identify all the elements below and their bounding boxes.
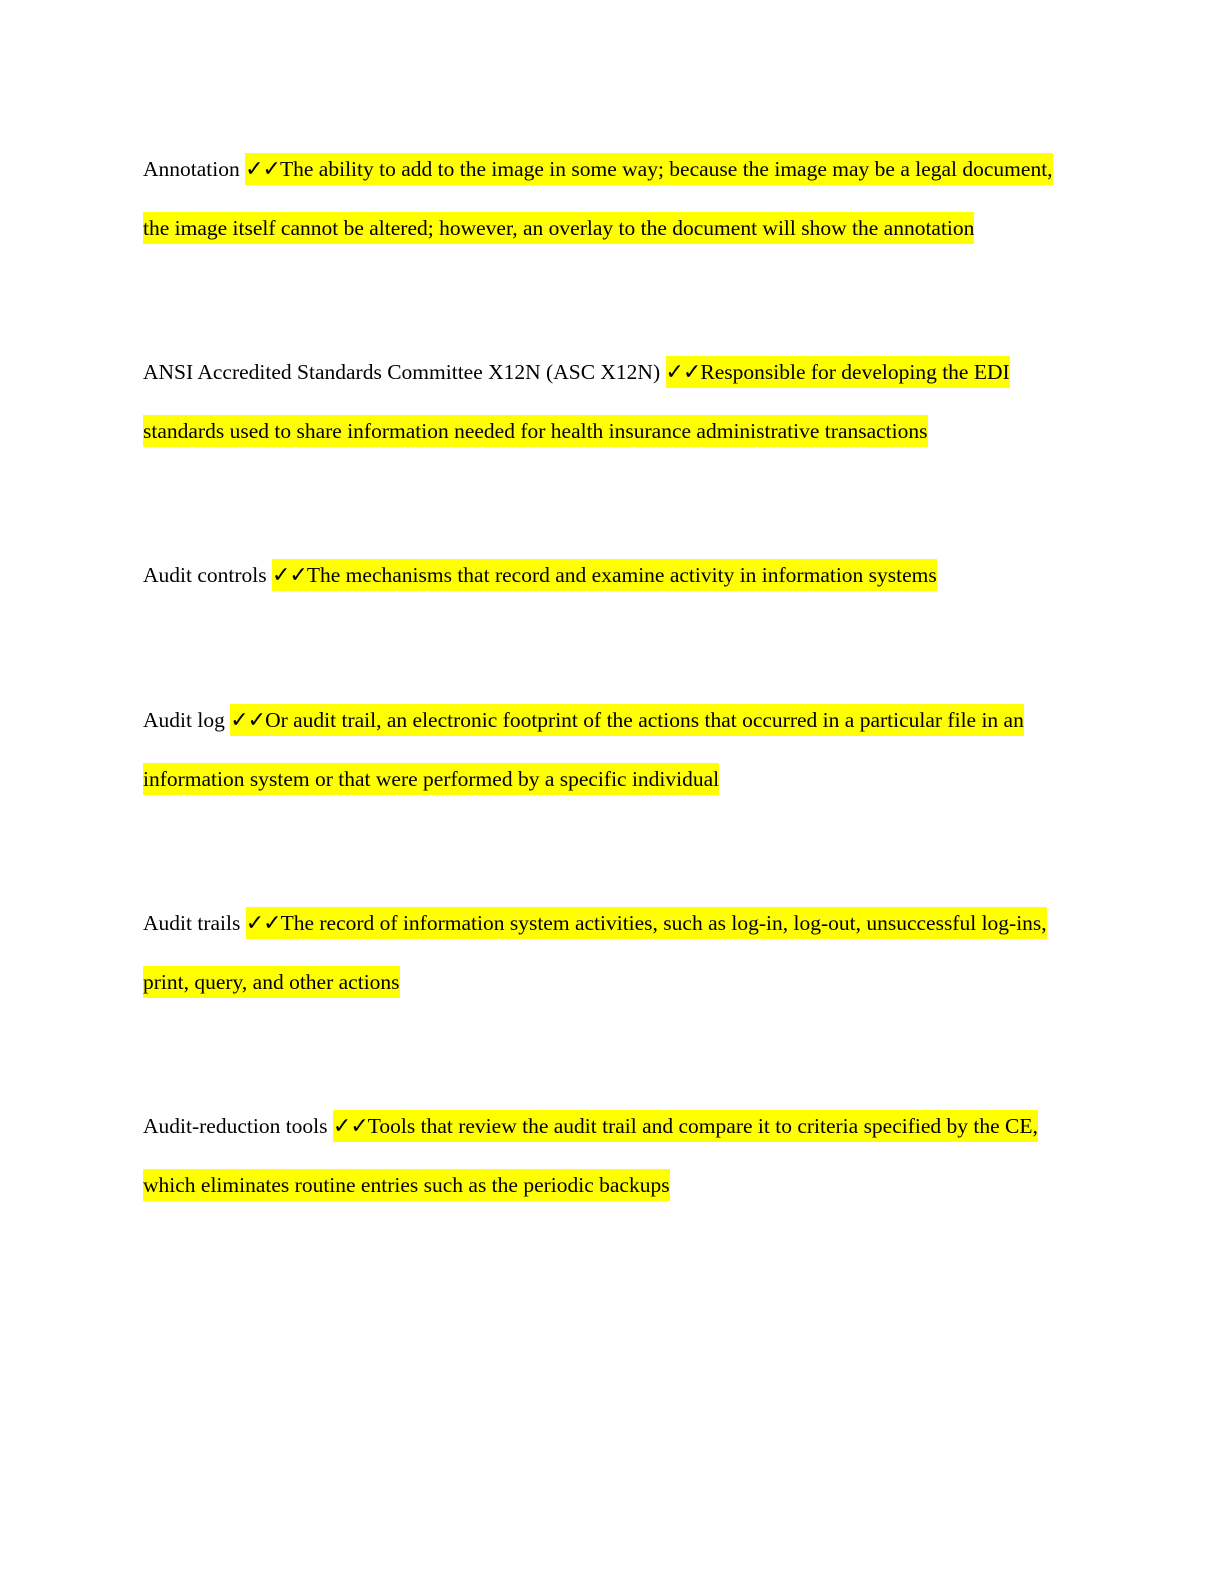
glossary-entry-asc-x12n — [143, 343, 1074, 460]
definition-highlight — [143, 704, 1024, 795]
glossary-entry-audit-reduction-tools — [143, 1097, 1074, 1214]
definition-highlight — [272, 559, 937, 591]
term-text: Audit controls — [143, 563, 267, 587]
double-check-icon: ✓✓ — [665, 360, 701, 385]
glossary-entry-audit-controls — [143, 546, 1074, 605]
term-text: Audit-reduction tools — [143, 1114, 328, 1138]
term-text: ANSI Accredited Standards Committee X12N (ASC X12N) — [143, 360, 661, 384]
double-check-icon: ✓✓ — [245, 911, 281, 936]
definition-highlight — [143, 907, 1047, 998]
glossary-entry-annotation — [143, 140, 1074, 257]
glossary-entry-audit-trails — [143, 894, 1074, 1011]
term-text: Audit trails — [143, 911, 241, 935]
definition-text: Or audit trail, an electronic footprint of the actions that occurred in a particular file in an information system or that were performed by a specific individual — [143, 708, 1024, 791]
definition-text: Tools that review the audit trail and compare it to criteria specified by the CE, which eliminates routine entries such as the periodic backups — [143, 1114, 1038, 1197]
definition-text: The ability to add to the image in some way; because the image may be a legal document, the image itself cannot be altered; however, an overlay to the document will show the annotation — [143, 157, 1053, 240]
double-check-icon: ✓✓ — [245, 157, 280, 182]
double-check-icon: ✓✓ — [332, 1114, 368, 1139]
term-text: Annotation — [143, 157, 240, 181]
double-check-icon: ✓✓ — [230, 708, 266, 733]
definition-highlight — [143, 153, 1053, 244]
glossary-entry-audit-log — [143, 691, 1074, 808]
definition-text: Responsible for developing the EDI standards used to share information needed for health insurance administrative transactions — [143, 360, 1010, 443]
double-check-icon: ✓✓ — [272, 563, 307, 588]
term-text: Audit log — [143, 708, 225, 732]
definition-text: The mechanisms that record and examine activity in information systems — [306, 563, 937, 587]
definition-text: The record of information system activities, such as log-in, log-out, unsuccessful log-ins, print, query, and other actions — [143, 911, 1047, 994]
